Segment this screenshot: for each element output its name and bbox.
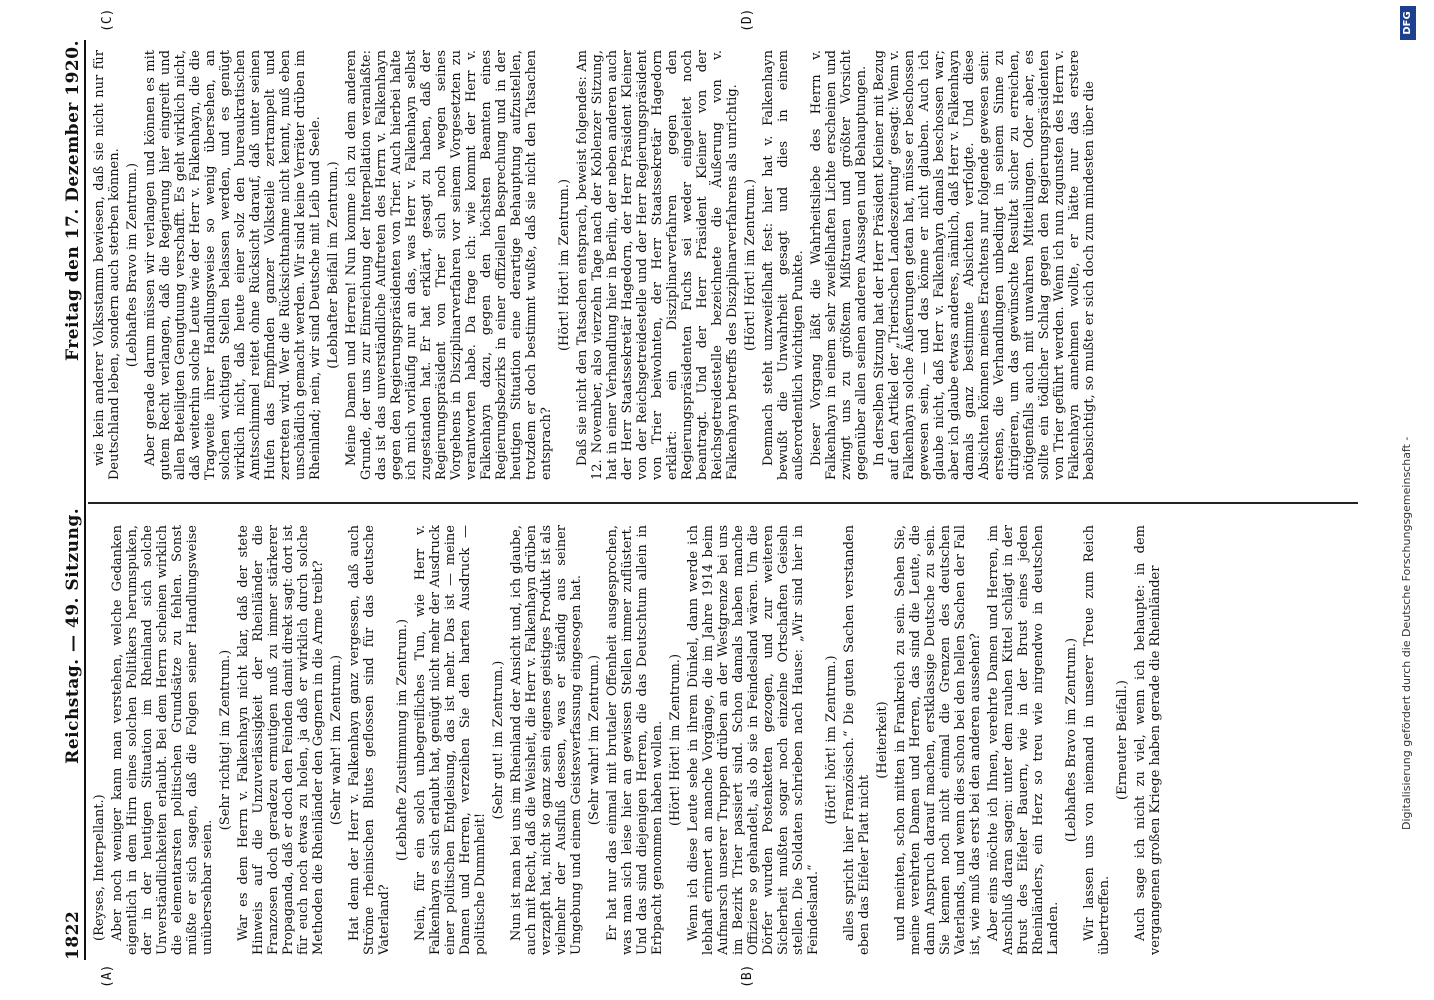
stage-direction: (Hört! Hört! im Zentrum.) <box>668 653 683 827</box>
paragraph: Hat denn der Herr v. Falkenhayn ganz vergessen, daß auch Ströme rheinischen Blutes geflossen sind für das deutsche Vaterland? <box>347 525 392 955</box>
paragraph: Meine Damen und Herren! Nun komme ich zu dem anderen Grunde, der uns zur Einreichung der Interpellation veranlaßte: das ist das unverständliche Auftreten des Herrn v. Falkenhayn gegen den Regierungspräsidenten von Trier. Auch hierbei halte ich mich vorläufig nur an das, was Herr v. Falkenhayn selbst zugestanden hat. Er hat erklärt, gesagt zu haben, daß der Regierungspräsident von Trier sich noch wegen seines Vorgehens in Disziplinarverfahren vor seinem Vorgesetzten zu verantworten habe. Da frage ich: wie kommt der Herr v. Falkenhayn dazu, gegen den höchsten Beamten eines Regierungsbezirks in einer offiziellen Besprechung und in der heutigen Situation eine derartige Behauptung aufzustellen, trotzdem er doch bestimmt wußte, daß sie nicht den Tatsachen entsprach? <box>344 50 554 480</box>
paragraph: War es dem Herrn v. Falkenhayn nicht klar, daß der stete Hinweis auf die Unzuverlässigkeit der Rheinländer die Franzosen doch geradezu ermutigen muß zu immer stärkerer Propaganda, daß er doch den Feinden damit direkt sagt: dort ist für euch noch etwas zu holen, ja daß er wirklich durch solche Methoden die Rheinländer den Gegnern in die Arme treibt? <box>236 525 326 955</box>
marker-c: (C) <box>100 8 115 32</box>
paragraph: Aber noch weniger kann man verstehen, welche Gedanken eigentlich in dem Hirn eines solchen Politikers herumspuken, der in der heutigen Situation im Rheinland sich solche Unverständlichkeiten erlaubt. Bei dem Herrn scheinen wirklich die elementarsten politischen Grundsätze zu fehlen. Sonst müßte er sich sagen, daß die Folgen seiner Handlungsweise unübersehbar seien. <box>110 525 215 955</box>
stage-direction: (Hört! Hört! im Zentrum.) <box>743 178 758 352</box>
column-divider <box>88 502 1358 504</box>
stage-direction: (Heiterkeit) <box>875 701 890 779</box>
digitization-credit: Digitalisierung gefördert durch die Deutsche Forschungsgemeinschaft - <box>1400 436 1413 830</box>
stage-direction: (Sehr wahr! im Zentrum.) <box>587 654 602 826</box>
header-left-title: Reichstag. — 49. Sitzung. <box>63 507 83 764</box>
paragraph: Daß sie nicht den Tatsachen entsprach, beweist folgendes: Am 12. November, also vierzehn Tage nach der Koblenzer Sitzung, hat in einer Verhandlung hier in Berlin, der neben anderen auch der Herr Staatssekretär Hagedorn, der Herr Präsident Kleiner von der Reichsgetreidestelle und der Herr Regierungspräsident von Trier beiwohnten, der Herr Staatssekretär Hagedorn erklärt: ein Disziplinarverfahren gegen den Regierungspräsidenten Fuchs sei weder eingeleitet noch beantragt. Und der Herr Präsident Kleiner von der Reichsgetreidestelle bezeichnete die Äußerung von v. Falkenhayn betreffs des Disziplinarverfahrens als unrichtig. <box>575 50 740 480</box>
stage-direction: (Lebhaftes Bravo im Zentrum.) <box>125 162 140 368</box>
marker-b: (B) <box>740 964 755 988</box>
dfg-logo: DFG <box>1400 6 1416 40</box>
paragraph: Wir lassen uns von niemand in unserer Treue zum Reich übertreffen. <box>1082 525 1112 955</box>
marker-d: (D) <box>740 8 755 32</box>
stage-direction: (Erneuter Beifall.) <box>1115 680 1130 800</box>
stage-direction: (Sehr wahr! im Zentrum.) <box>329 654 344 826</box>
paragraph: wie kein anderer Volksstamm bewiesen, daß sie nicht nur für Deutschland leben, sondern auch sterben können. <box>92 50 122 480</box>
paragraph: In derselben Sitzung hat der Herr Präsident Kleiner mit Bezug auf den Artikel der „Trierischen Landeszeitung“ gesagt: Wenn v. Falkenhayn solche Äußerungen getan hat, müsse er beschossen gewesen sein, — und das könne er nicht glauben. Auch ich glaube nicht, daß Herr v. Falkenhayn damals beschossen war; aber ich glaube etwas anderes, nämlich, daß Herr v. Falkenhayn damals ganz bestimmte Absichten verfolgte. Und diese Absichten können meines Erachtens nur folgende gewesen sein: erstens, die Verhandlungen unbedingt in seinem Sinne zu dirigieren, um das gewünschte Resultat sicher zu erreichen, nötigenfalls auch mit unwahren Mitteilungen. Oder aber, es sollte ein tödlicher Schlag gegen den Regierungspräsidenten von Trier geführt werden. Wenn ich nun zugunsten des Herrn v. Falkenhayn annehmen wollte, er hätte nur das erstere beabsichtigt, so mußte er sich doch zum mindesten über die <box>872 50 1097 480</box>
stage-direction: (Sehr gut! im Zentrum.) <box>491 660 506 820</box>
right-column <box>92 50 1352 480</box>
paragraph: (Reyses, Interpellant.) <box>92 794 107 941</box>
page-header <box>62 40 86 960</box>
stage-direction: (Hört! Hört! im Zentrum.) <box>557 178 572 352</box>
stage-direction: (Lebhaftes Bravo im Zentrum.) <box>1064 637 1079 843</box>
paragraph: und meinten, schon mitten in Frankreich zu sein. Sehen Sie, meine verehrten Damen und Herren, das sind die Leute, die dann Anspruch darauf machen, erstklassige Deutsche zu sein. Sie kennen noch nicht einmal die Grenzen des deutschen Vaterlands, und wenn dies schon bei den hellen Sachen der Fall ist, wie muß das erst bei den anderen aussehen? <box>893 525 983 955</box>
paragraph: alles spricht hier Französisch.“ Die guten Sachen verstanden eben das Eifeler Platt nicht <box>842 525 872 955</box>
paragraph: Dieser Vorgang läßt die Wahrheitsliebe des Herrn v. Falkenhayn in einem sehr zweifelhaften Lichte erscheinen und zwingt uns zu größtem Mißtrauen und größter Vorsicht gegenüber allen seinen anderen Aussagen und Behauptungen. <box>809 50 869 480</box>
stage-direction: (Sehr richtig! im Zentrum.) <box>218 649 233 831</box>
stage-direction: (Lebhafte Zustimmung im Zentrum.) <box>395 618 410 862</box>
paragraph: Auch sage ich nicht zu viel, wenn ich behaupte: in dem vergangenen großen Kriege haben gerade die Rheinländer <box>1133 525 1163 955</box>
paragraph: Aber gerade darum müssen wir verlangen und können es mit gutem Recht verlangen, daß die Regierung hier eingreift und allen Beteiligten Genugtuung verschafft. Es geht wirklich nicht, daß weiterhin solche Leute wie der Herr v. Falkenhayn, die die Tragweite ihrer Handlungsweise so wenig übersehen, an solchen wichtigen Stellen belassen werden, und es genügt wirklich nicht, daß heute einer solz den bureaukratischen Amtsschimmel reitet ohne Rücksicht darauf, daß unter seinen Hufen das Empfinden ganzer Volksteile zertrampelt und zertreten wird. Wer die Rücksichtnahme nicht kennt, muß eben unschädlich gemacht werden. Wir sind keine Verräter drüben im Rheinland; nein, wir sind Deutsche mit Leib und Seele. <box>143 50 323 480</box>
paragraph: Er hat nur das einmal mit brutaler Offenheit ausgesprochen, was man sich leise hier an gewissen Stellen immer zuflüstert. Und das sind diejenigen Herren, die das Deutschtum allein in Erbpacht genommen haben wollen. <box>605 525 665 955</box>
paragraph: Nein, für ein solch unbegreifliches Tun, wie Herr v. Falkenhayn es sich erlaubt hat, genügt nicht mehr der Ausdruck einer politischen Entgleisung, das ist mehr. Das ist — meine Damen und Herren, verzeihen Sie den harten Ausdruck — politische Dummheit! <box>413 525 488 955</box>
stage-direction: (Lebhafter Beifall im Zentrum.) <box>326 161 341 369</box>
left-column <box>92 525 1352 955</box>
paragraph: Wenn ich diese Leute sehe in ihrem Dünkel, dann werde ich lebhaft erinnert an manche Vorgänge, die im Jahre 1914 beim Aufmarsch unserer Truppen drüben an der Westgrenze bei uns im Bezirk Trier passiert sind. Schon damals haben manche Offiziere so gehandelt, als ob sie in Feindesland wären. Um die Dörfer wurden Postenketten gezogen, und zur weiteren Sicherheit mußten sogar noch einzelne Ortschaften Geiseln stellen. Die Soldaten schrieben nach Hause: „Wir sind hier in Feindesland.“ <box>686 525 821 955</box>
stage-direction: (Hört! hört! im Zentrum.) <box>824 655 839 825</box>
page-number: 1822 <box>63 910 83 960</box>
header-right-title: Freitag den 17. Dezember 1920. <box>63 40 83 361</box>
marker-a: (A) <box>100 964 115 988</box>
paragraph: Aber eins möchte ich Ihnen, verehrte Damen und Herren, im Anschluß daran sagen: unter dem rauhen Kittel schlägt in der Brust des Eifeler Bauern, wie in der Brust eines jeden Rheinländers, ein Herz so treu wie nirgendwo in deutschen Landen. <box>986 525 1061 955</box>
paragraph: Nun ist man bei uns im Rheinland der Ansicht und, ich glaube, auch mit Recht, daß die Weisheit, die Herr v. Falkenhayn drüben verzapft hat, nicht so ganz sein eigenes geistiges Produkt ist als vielmehr der Ausfluß dessen, was er ständig aus seiner Umgebung und einem Geistesverfassung eingesogen hat. <box>509 525 584 955</box>
paragraph: Demnach steht unzweifelhaft fest: hier hat v. Falkenhayn bewußt die Unwahrheit gesagt und dies in einem außerordentlich wichtigen Punkte. <box>761 50 806 480</box>
